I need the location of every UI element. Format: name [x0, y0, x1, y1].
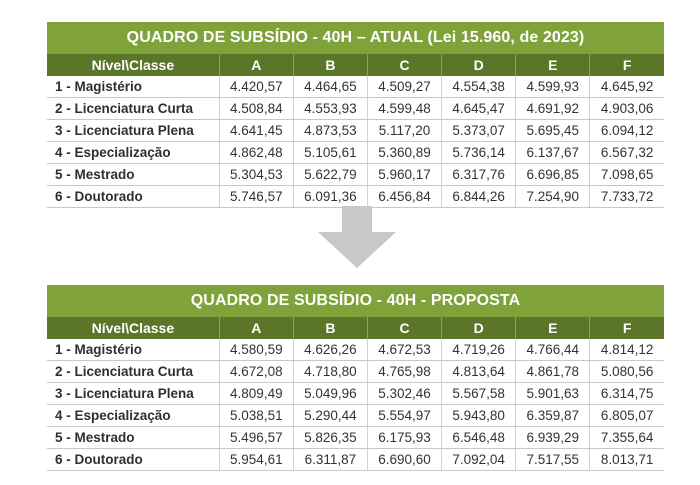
- salary-cell: 5.901,63: [516, 383, 590, 405]
- table-row: [47, 164, 664, 186]
- salary-cell: 5.302,46: [367, 383, 441, 405]
- salary-cell: 6.939,29: [516, 427, 590, 449]
- table-header-row: [47, 317, 664, 339]
- row-label: 4 - Especialização: [47, 405, 219, 427]
- column-header: Nível\Classe: [47, 317, 219, 339]
- salary-cell: 4.641,45: [219, 120, 293, 142]
- table-row: [47, 142, 664, 164]
- column-header: F: [590, 317, 664, 339]
- table-row: [47, 361, 664, 383]
- table-row: [47, 405, 664, 427]
- column-header: B: [293, 54, 367, 76]
- salary-cell: 5.954,61: [219, 449, 293, 471]
- salary-cell: 5.622,79: [293, 164, 367, 186]
- salary-cell: 5.496,57: [219, 427, 293, 449]
- salary-cell: 6.359,87: [516, 405, 590, 427]
- salary-cell: 5.746,57: [219, 186, 293, 208]
- salary-cell: 6.091,36: [293, 186, 367, 208]
- salary-cell: 4.765,98: [367, 361, 441, 383]
- salary-cell: 8.013,71: [590, 449, 664, 471]
- salary-cell: 4.672,08: [219, 361, 293, 383]
- salary-cell: 6.175,93: [367, 427, 441, 449]
- salary-cell: 7.733,72: [590, 186, 664, 208]
- salary-cell: 5.736,14: [442, 142, 516, 164]
- row-label: 1 - Magistério: [47, 339, 219, 361]
- current-table-title: QUADRO DE SUBSÍDIO - 40H – ATUAL (Lei 15.960, de 2023): [47, 22, 664, 54]
- row-label: 1 - Magistério: [47, 76, 219, 98]
- salary-cell: 4.599,93: [516, 76, 590, 98]
- proposed-salary-table-block: [47, 285, 664, 471]
- table-row: [47, 449, 664, 471]
- salary-cell: 4.554,38: [442, 76, 516, 98]
- current-salary-table: [47, 54, 664, 208]
- column-header: F: [590, 54, 664, 76]
- column-header: C: [367, 317, 441, 339]
- proposed-table-title: QUADRO DE SUBSÍDIO - 40H - PROPOSTA: [47, 285, 664, 317]
- salary-cell: 4.626,26: [293, 339, 367, 361]
- salary-cell: 4.873,53: [293, 120, 367, 142]
- salary-cell: 5.960,17: [367, 164, 441, 186]
- column-header: E: [516, 54, 590, 76]
- salary-cell: 5.826,35: [293, 427, 367, 449]
- salary-cell: 4.862,48: [219, 142, 293, 164]
- column-header: B: [293, 317, 367, 339]
- column-header: A: [219, 54, 293, 76]
- salary-cell: 6.844,26: [442, 186, 516, 208]
- salary-cell: 6.137,67: [516, 142, 590, 164]
- salary-cell: 4.645,47: [442, 98, 516, 120]
- table-row: [47, 427, 664, 449]
- row-label: 2 - Licenciatura Curta: [47, 361, 219, 383]
- salary-cell: 7.517,55: [516, 449, 590, 471]
- salary-cell: 4.464,65: [293, 76, 367, 98]
- proposed-table-body: [47, 339, 664, 471]
- salary-cell: 4.813,64: [442, 361, 516, 383]
- salary-cell: 4.903,06: [590, 98, 664, 120]
- salary-cell: 5.554,97: [367, 405, 441, 427]
- row-label: 5 - Mestrado: [47, 427, 219, 449]
- salary-cell: 7.254,90: [516, 186, 590, 208]
- salary-cell: 5.080,56: [590, 361, 664, 383]
- table-row: [47, 186, 664, 208]
- salary-cell: 5.038,51: [219, 405, 293, 427]
- salary-cell: 5.373,07: [442, 120, 516, 142]
- salary-cell: 5.304,53: [219, 164, 293, 186]
- salary-cell: 5.290,44: [293, 405, 367, 427]
- salary-cell: 7.098,65: [590, 164, 664, 186]
- salary-cell: 6.311,87: [293, 449, 367, 471]
- salary-cell: 6.805,07: [590, 405, 664, 427]
- salary-cell: 5.105,61: [293, 142, 367, 164]
- salary-cell: 4.766,44: [516, 339, 590, 361]
- salary-cell: 4.809,49: [219, 383, 293, 405]
- salary-cell: 4.718,80: [293, 361, 367, 383]
- salary-cell: 5.943,80: [442, 405, 516, 427]
- salary-cell: 7.092,04: [442, 449, 516, 471]
- column-header: Nível\Classe: [47, 54, 219, 76]
- salary-cell: 6.696,85: [516, 164, 590, 186]
- salary-cell: 6.690,60: [367, 449, 441, 471]
- column-header: D: [442, 54, 516, 76]
- salary-cell: 4.420,57: [219, 76, 293, 98]
- salary-cell: 6.456,84: [367, 186, 441, 208]
- row-label: 3 - Licenciatura Plena: [47, 383, 219, 405]
- arrow-down-icon: [318, 206, 396, 268]
- current-salary-table-block: [47, 22, 664, 208]
- table-row: [47, 76, 664, 98]
- salary-cell: 4.719,26: [442, 339, 516, 361]
- salary-cell: 6.567,32: [590, 142, 664, 164]
- salary-cell: 5.695,45: [516, 120, 590, 142]
- column-header: E: [516, 317, 590, 339]
- salary-cell: 6.546,48: [442, 427, 516, 449]
- table-row: [47, 339, 664, 361]
- salary-cell: 5.049,96: [293, 383, 367, 405]
- salary-cell: 4.691,92: [516, 98, 590, 120]
- column-header: D: [442, 317, 516, 339]
- salary-cell: 4.599,48: [367, 98, 441, 120]
- table-row: [47, 120, 664, 142]
- salary-cell: 4.672,53: [367, 339, 441, 361]
- row-label: 4 - Especialização: [47, 142, 219, 164]
- salary-cell: 6.317,76: [442, 164, 516, 186]
- salary-cell: 4.508,84: [219, 98, 293, 120]
- salary-cell: 5.117,20: [367, 120, 441, 142]
- salary-cell: 7.355,64: [590, 427, 664, 449]
- salary-cell: 5.360,89: [367, 142, 441, 164]
- row-label: 6 - Doutorado: [47, 186, 219, 208]
- row-label: 2 - Licenciatura Curta: [47, 98, 219, 120]
- salary-cell: 6.094,12: [590, 120, 664, 142]
- salary-cell: 4.509,27: [367, 76, 441, 98]
- salary-cell: 6.314,75: [590, 383, 664, 405]
- salary-cell: 4.814,12: [590, 339, 664, 361]
- salary-cell: 4.580,59: [219, 339, 293, 361]
- table-row: [47, 383, 664, 405]
- salary-cell: 4.645,92: [590, 76, 664, 98]
- salary-cell: 5.567,58: [442, 383, 516, 405]
- column-header: C: [367, 54, 441, 76]
- row-label: 5 - Mestrado: [47, 164, 219, 186]
- column-header: A: [219, 317, 293, 339]
- table-header-row: [47, 54, 664, 76]
- row-label: 6 - Doutorado: [47, 449, 219, 471]
- current-table-body: [47, 76, 664, 208]
- table-row: [47, 98, 664, 120]
- row-label: 3 - Licenciatura Plena: [47, 120, 219, 142]
- salary-cell: 4.553,93: [293, 98, 367, 120]
- proposed-salary-table: [47, 317, 664, 471]
- salary-cell: 4.861,78: [516, 361, 590, 383]
